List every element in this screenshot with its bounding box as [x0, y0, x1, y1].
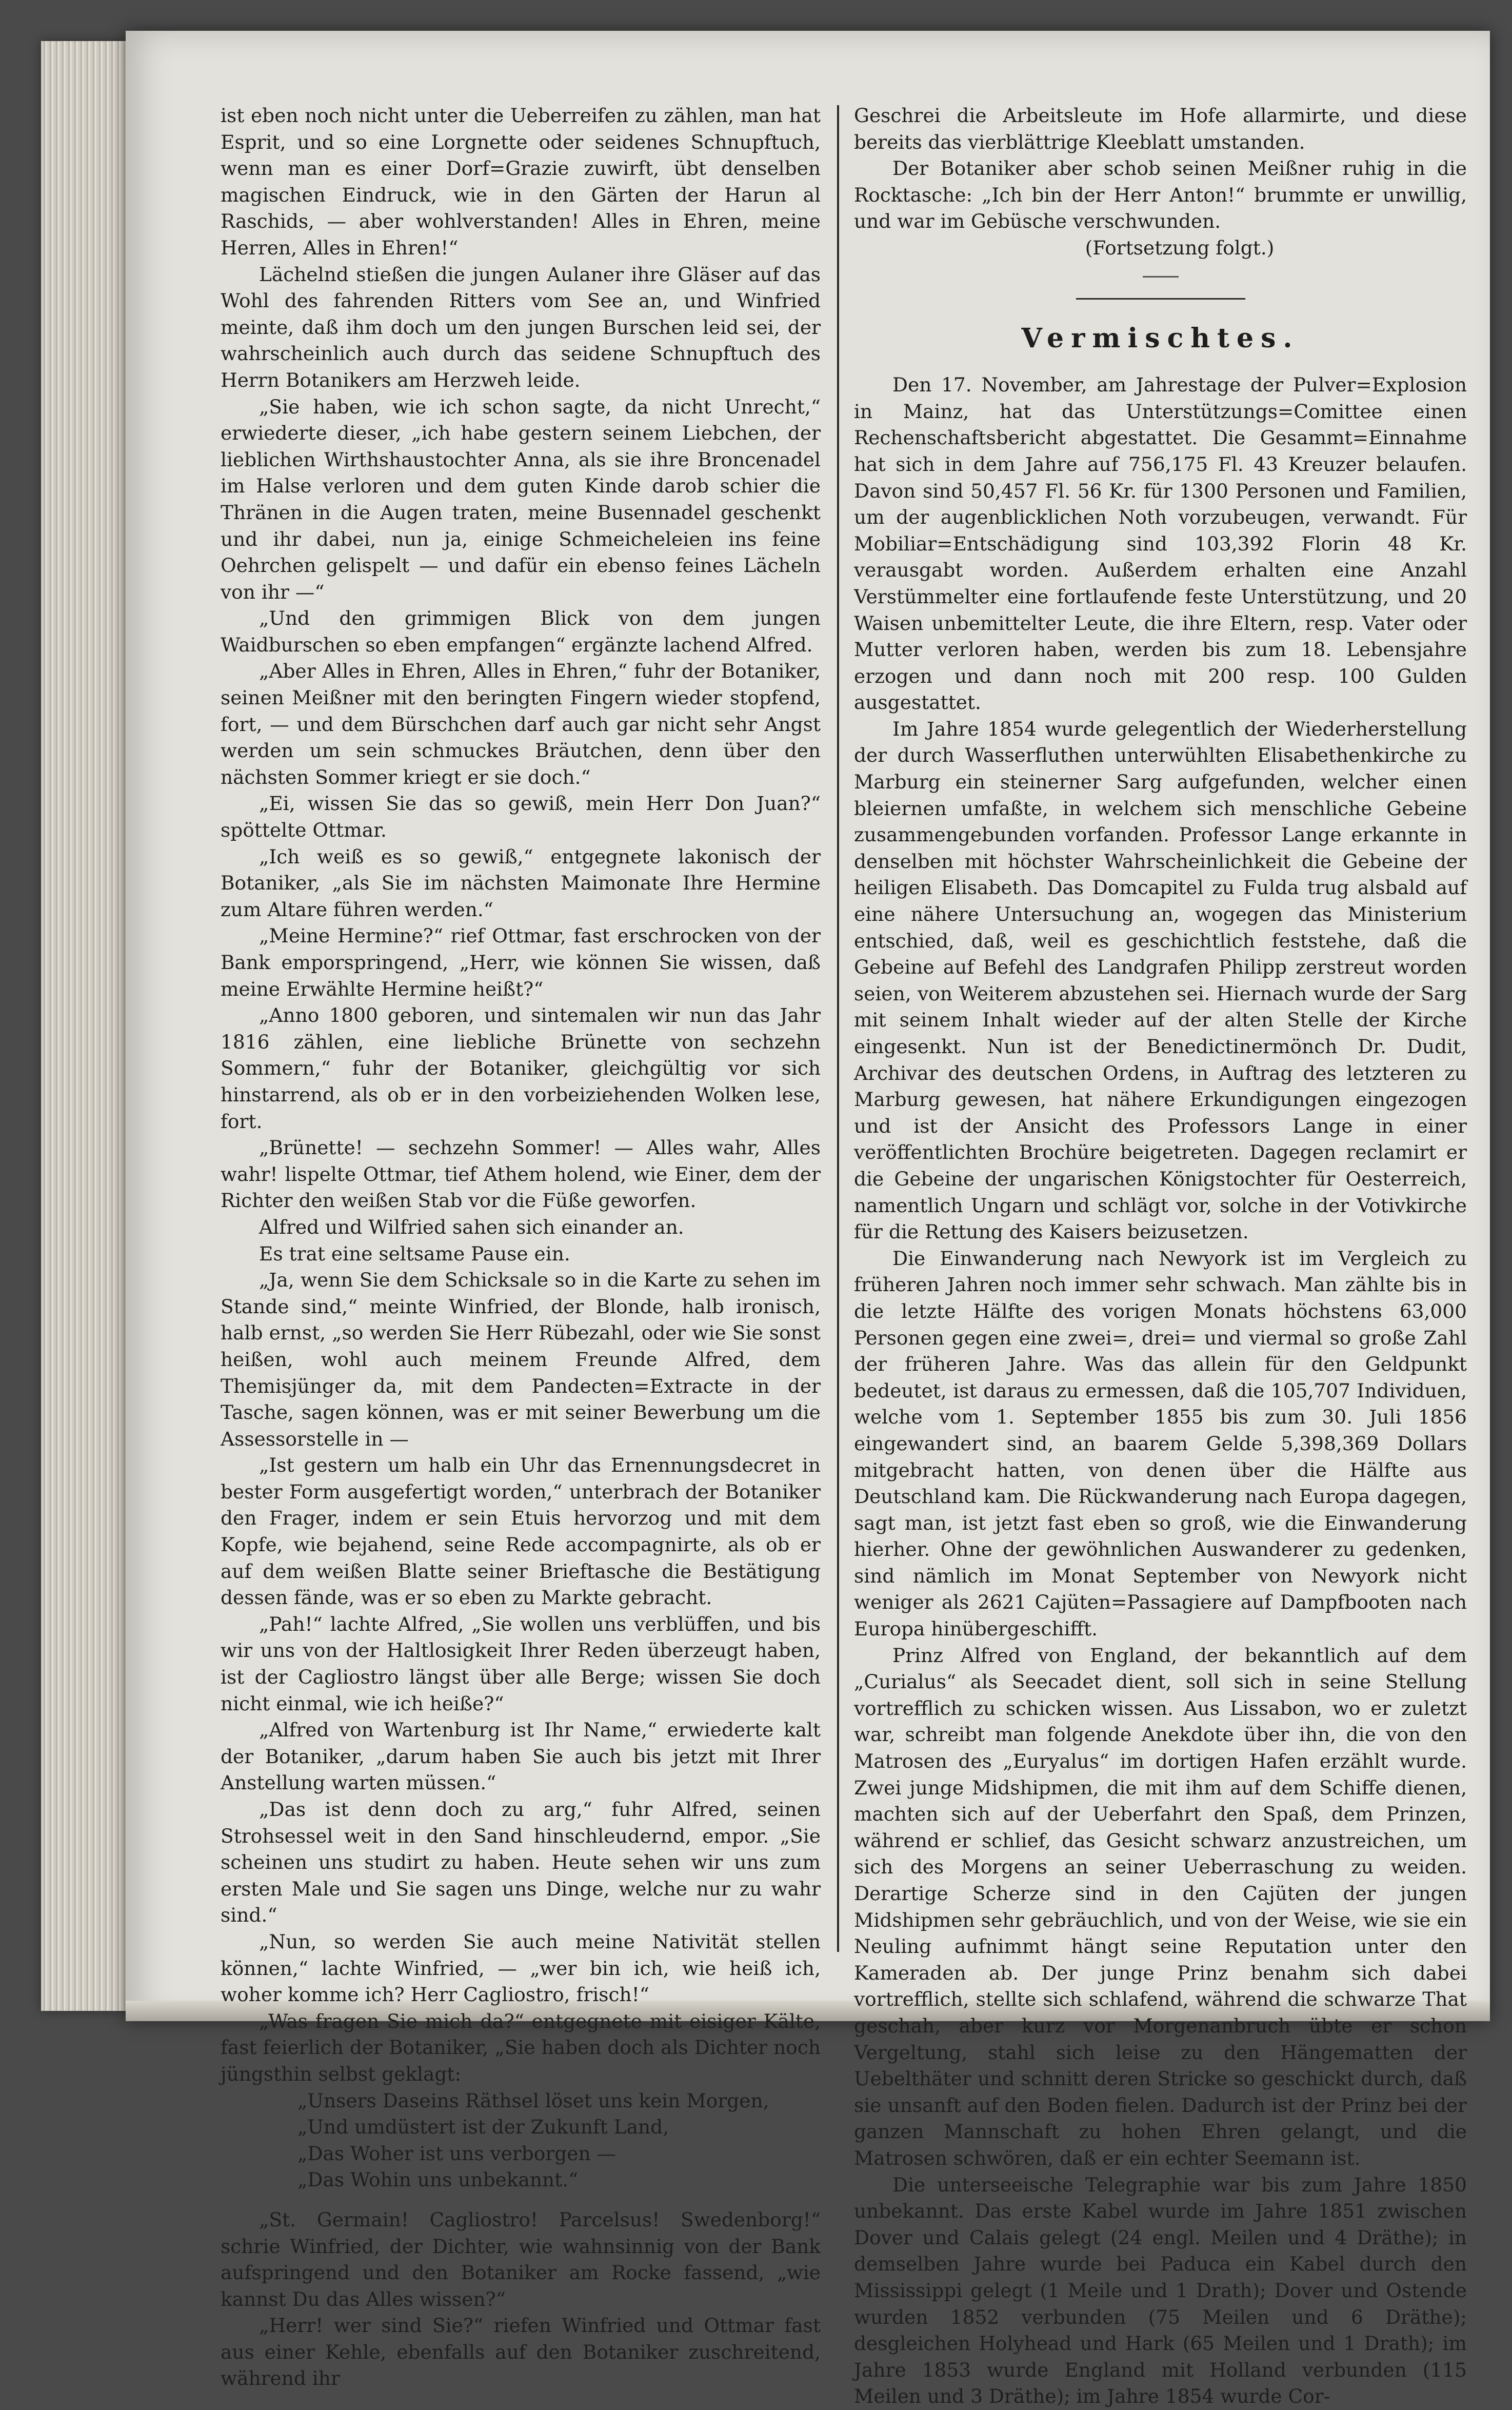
- left-column: [221, 103, 821, 2392]
- paragraph: „Und den grimmigen Blick von dem jungen Waidburschen so eben empfangen“ ergänzte lachend Alfred.: [221, 607, 821, 656]
- paragraph: „Nun, so werden Sie auch meine Nativität stellen können,“ lachte Winfried, — „wer bin ich, wie heiß ich, woher komme ich? Herr Cagliostro, frisch!“: [221, 1930, 821, 2006]
- paragraph: „St. Germain! Cagliostro! Parcelsus! Swedenborg!“ schrie Winfried, der Dichter, wie wahnsinnig von der Bank aufspringend und den Botaniker am Rocke fassend, „wie kannst Du das Alles wissen?“: [221, 2208, 821, 2310]
- paragraph: „Ei, wissen Sie das so gewiß, mein Herr Don Juan?“ spöttelte Ottmar.: [221, 792, 821, 842]
- paragraph: „Ist gestern um halb ein Uhr das Ernennungsdecret in bester Form ausgefertigt worden,“ unterbrach der Botaniker den Frager, indem er sein Etuis hervorzog und mit dem Kopfe, wie bejahend, seine Rede accompagnirte, als ob er auf dem weißen Blatte seiner Brieftasche die Bestätigung dessen fände, was er so eben zu Markte gebracht.: [221, 1454, 821, 1609]
- divider-short: [1143, 276, 1179, 278]
- spacer: [221, 2194, 821, 2207]
- page-stack-edge: [41, 41, 128, 2011]
- paragraph: „Was fragen Sie mich da?“ entgegnete mit eisiger Kälte, fast feierlich der Botaniker, „Sie haben doch als Dichter noch jüngsthin selbst geklagt:: [221, 2009, 821, 2085]
- paragraph: „Brünette! — sechzehn Sommer! — Alles wahr, Alles wahr! lispelte Ottmar, tief Athem holend, wie Einer, dem der Richter den weißen Stab vor die Füße geworfen.: [221, 1136, 821, 1212]
- paragraph: „Aber Alles in Ehren, Alles in Ehren,“ fuhr der Botaniker, seinen Meißner mit den beringten Fingern wieder stopfend, fort, — und dem Bürschchen darf auch gar nicht sehr Angst werden um sein schmuckes Bräutchen, denn über den nächsten Sommer kriegt er sie doch.“: [221, 660, 821, 788]
- poem-line: „Das Wohin uns unbekannt.“: [297, 2168, 579, 2191]
- paragraph: „Alfred von Wartenburg ist Ihr Name,“ erwiederte kalt der Botaniker, „darum haben Sie auch bis jetzt mit Ihrer Anstellung warten müssen.“: [221, 1718, 821, 1794]
- right-column: [854, 103, 1467, 2410]
- paragraph: „Anno 1800 geboren, und sintemalen wir nun das Jahr 1816 zählen, eine liebliche Brünette von sechzehn Sommern,“ fuhr der Botaniker, gleichgültig vor sich hinstarrend, als ob er in den vorbeiziehenden Wolken lese, fort.: [221, 1004, 821, 1133]
- paragraph: Geschrei die Arbeitsleute im Hofe allarmirte, und diese bereits das vierblättrige Kleeblatt umstanden.: [854, 104, 1467, 153]
- paragraph: Lächelnd stießen die jungen Aulaner ihre Gläser auf das Wohl des fahrenden Ritters vom See an, und Winfried meinte, daß ihm doch um den jungen Burschen leid sei, der wahrscheinlich auch durch das seidene Schnupftuch des Herrn Botanikers am Herzweh leide.: [221, 263, 821, 391]
- article: Den 17. November, am Jahrestage der Pulver=Explosion in Mainz, hat das Unterstützungs=Comittee einen Rechenschaftsbericht abgestattet. Die Gesammt=Einnahme hat sich in dem Jahre auf 756,175 Fl. 43 Kreuzer belaufen. Davon sind 50,457 Fl. 56 Kr. für 1300 Personen und Familien, um der augenblicklichen Noth vorzubeugen, verwandt. Für Mobiliar=Entschädigung sind 103,392 Florin 48 Kr. verausgabt worden. Außerdem erhalten eine Anzahl Verstümmelter eine fortlaufende feste Unterstützung, und 20 Waisen unbemittelter Leute, die ihre Eltern, resp. Vater oder Mutter verloren haben, werden bis zum 18. Lebensjahre erzogen und dann noch mit 200 resp. 100 Gulden ausgestattet.: [854, 373, 1467, 714]
- section-title: Vermischtes.: [1021, 322, 1300, 354]
- paragraph: „Das ist denn doch zu arg,“ fuhr Alfred, seinen Strohsessel weit in den Sand hinschleudernd, empor. „Sie scheinen uns studirt zu haben. Heute sehen wir uns zum ersten Male und Sie sagen uns Dinge, welche nur zu wahr sind.“: [221, 1798, 821, 1927]
- continuation-note: (Fortsetzung folgt.): [1085, 236, 1275, 259]
- paragraph: „Herr! wer sind Sie?“ riefen Winfried und Ottmar fast aus einer Kehle, ebenfalls auf den Botaniker zuschreitend, während ihr: [221, 2314, 821, 2390]
- poem-line: „Unsers Daseins Räthsel löset uns kein Morgen,: [297, 2089, 769, 2112]
- column-divider: [837, 105, 839, 1952]
- paragraph: Alfred und Wilfried sahen sich einander an.: [259, 1215, 684, 1238]
- divider: [1076, 298, 1245, 300]
- poem-line: „Und umdüstert ist der Zukunft Land,: [297, 2116, 669, 2139]
- paragraph: „Pah!“ lachte Alfred, „Sie wollen uns verblüffen, und bis wir uns von der Haltlosigkeit Ihrer Reden überzeugt haben, ist der Cagliostro längst über alle Berge; wissen Sie doch nicht einmal, wie ich heiße?“: [221, 1612, 821, 1715]
- article: Die unterseeische Telegraphie war bis zum Jahre 1850 unbekannt. Das erste Kabel wurde im Jahre 1851 zwischen Dover und Calais gelegt (24 engl. Meilen und 4 Dräthe); in demselben Jahre wurde bei Paduca ein Kabel durch den Mississippi gelegt (1 Meile und 1 Drath); Dover und Ostende wurden 1852 verbunden (75 Meilen und 6 Dräthe); desgleichen Holyhead und Hark (65 Meilen und 1 Drath); im Jahre 1853 wurde England mit Holland verbunden (115 Meilen und 3 Dräthe); im Jahre 1854 wurde Cor-: [854, 2173, 1467, 2408]
- poem-line: „Das Woher ist uns verborgen —: [297, 2142, 616, 2165]
- article: Die Einwanderung nach Newyork ist im Vergleich zu früheren Jahren noch immer sehr schwach. Man zählte bis in die letzte Hälfte des vorigen Monats höchstens 63,000 Personen gegen eine zwei=, drei= und viermal so große Zahl der früheren Jahre. Was das allein für den Geldpunkt bedeutet, ist daraus zu ermessen, daß die 105,707 Individuen, welche vom 1. September 1855 bis zum 30. Juli 1856 eingewandert sind, an baarem Gelde 5,398,369 Dollars mitgebracht hatten, von denen über die Hälfte aus Deutschland kam. Die Rückwanderung nach Europa dagegen, sagt man, ist jetzt fast eben so groß, wie die Einwanderung hierher. Ohne der gewöhnlichen Auswanderer zu gedenken, sind nämlich im Monat September von Newyork nicht weniger als 2621 Cajüten=Passagiere auf Dampfbooten nach Europa hinübergeschifft.: [854, 1247, 1467, 1641]
- article: Prinz Alfred von England, der bekanntlich auf dem „Curialus“ als Seecadet dient, soll sich in seine Stellung vortrefflich zu schicken wissen. Aus Lissabon, wo er zuletzt war, schreibt man folgende Anekdote über ihn, die von den Matrosen des „Euryalus“ im dortigen Hafen erzählt wurde. Zwei junge Midshipmen, die mit ihm auf dem Schiffe dienen, machten sich auf der Ueberfahrt den Spaß, dem Prinzen, während er schlief, das Gesicht schwarz anzustreichen, um sich des Morgens an seiner Ueberraschung zu weiden. Derartige Scherze sind in den Cajüten der jungen Midshipmen sehr gebräuchlich, und von der Weise, wie sie ein Neuling aufnimmt hängt seine Reputation unter den Kameraden ab. Der junge Prinz benahm sich dabei vortrefflich, stellte sich schlafend, während die schwarze That geschah, aber kurz vor Morgenanbruch übte er schon Vergeltung, stahl sich leise zu den Hängematten der Uebelthäter und schnitt deren Stricke so geschickt durch, daß sie unsanft auf den Boden fielen. Dadurch ist der Prinz bei der ganzen Mannschaft zu hohen Ehren gelangt, und die Matrosen schwören, daß er ein echter Seemann ist.: [854, 1644, 1467, 2169]
- paragraph: Es trat eine seltsame Pause ein.: [259, 1242, 570, 1265]
- paragraph: ist eben noch nicht unter die Ueberreifen zu zählen, man hat Esprit, und so eine Lorgnette oder seidenes Schnupftuch, wenn man es einer Dorf=Grazie zuwirft, übt denselben magischen Eindruck, wie in den Gärten der Harun al Raschids, — aber wohlverstanden! Alles in Ehren, meine Herren, Alles in Ehren!“: [221, 104, 821, 259]
- paragraph: „Sie haben, wie ich schon sagte, da nicht Unrecht,“ erwiederte dieser, „ich habe gestern seinem Liebchen, der lieblichen Wirthshaustochter Anna, als sie ihre Broncenadel im Halse verloren und dem guten Kinde darob schier die Thränen in die Augen traten, meine Busennadel geschenkt und ihr dabei, nun ja, einige Schmeicheleien ins feine Oehrchen gelispelt — und dafür ein ebenso feines Lächeln von ihr —“: [221, 395, 821, 603]
- paragraph: „Meine Hermine?“ rief Ottmar, fast erschrocken von der Bank emporspringend, „Herr, wie können Sie wissen, daß meine Erwählte Hermine heißt?“: [221, 924, 821, 1000]
- paragraph: „Ja, wenn Sie dem Schicksale so in die Karte zu sehen im Stande sind,“ meinte Winfried, der Blonde, halb ironisch, halb ernst, „so werden Sie Herr Rübezahl, oder wie Sie sonst heißen, wohl auch meinem Freunde Alfred, dem Themisjünger da, mit dem Pandecten=Extracte in der Tasche, sagen können, was er mit seiner Bewerbung um die Assessorstelle in —: [221, 1269, 821, 1450]
- poem-quote: [297, 2088, 821, 2194]
- article: Im Jahre 1854 wurde gelegentlich der Wiederherstellung der durch Wasserfluthen unterwühlten Elisabethenkirche zu Marburg ein steinerner Sarg aufgefunden, welcher einen bleiernen umfaßte, in welchem sich menschliche Gebeine zusammengebunden vorfanden. Professor Lange erkannte in denselben mit höchster Wahrscheinlichkeit die Gebeine der heiligen Elisabeth. Das Domcapitel zu Fulda trug alsbald auf eine nähere Untersuchung an, wogegen das Ministerium entschied, daß, weil es geschichtlich feststehe, daß die Gebeine auf Befehl des Landgrafen Philipp zerstreut worden seien, von Weiterem abzustehen sei. Hiernach wurde der Sarg mit seinem Inhalt wieder auf der alten Stelle der Kirche eingesenkt. Nun ist der Benedictinermönch Dr. Dudit, Archivar des deutschen Ordens, in Auftrag des letzteren zu Marburg gewesen, hat nähere Erkundigungen eingezogen und ist der Ansicht des Professors Lange in einer veröffentlichten Brochüre beigetreten. Dagegen reclamirt er die Gebeine der ungarischen Königstochter für Oesterreich, namentlich Ungarn und schlägt vor, solche in der Votivkirche für die Rettung des Kaisers beizusetzen.: [854, 717, 1467, 1243]
- paragraph: Der Botaniker aber schob seinen Meißner ruhig in die Rocktasche: „Ich bin der Herr Anton!“ brummte er unwillig, und war im Gebüsche verschwunden.: [854, 157, 1467, 233]
- paragraph: „Ich weiß es so gewiß,“ entgegnete lakonisch der Botaniker, „als Sie im nächsten Maimonate Ihre Hermine zum Altare führen werden.“: [221, 845, 821, 921]
